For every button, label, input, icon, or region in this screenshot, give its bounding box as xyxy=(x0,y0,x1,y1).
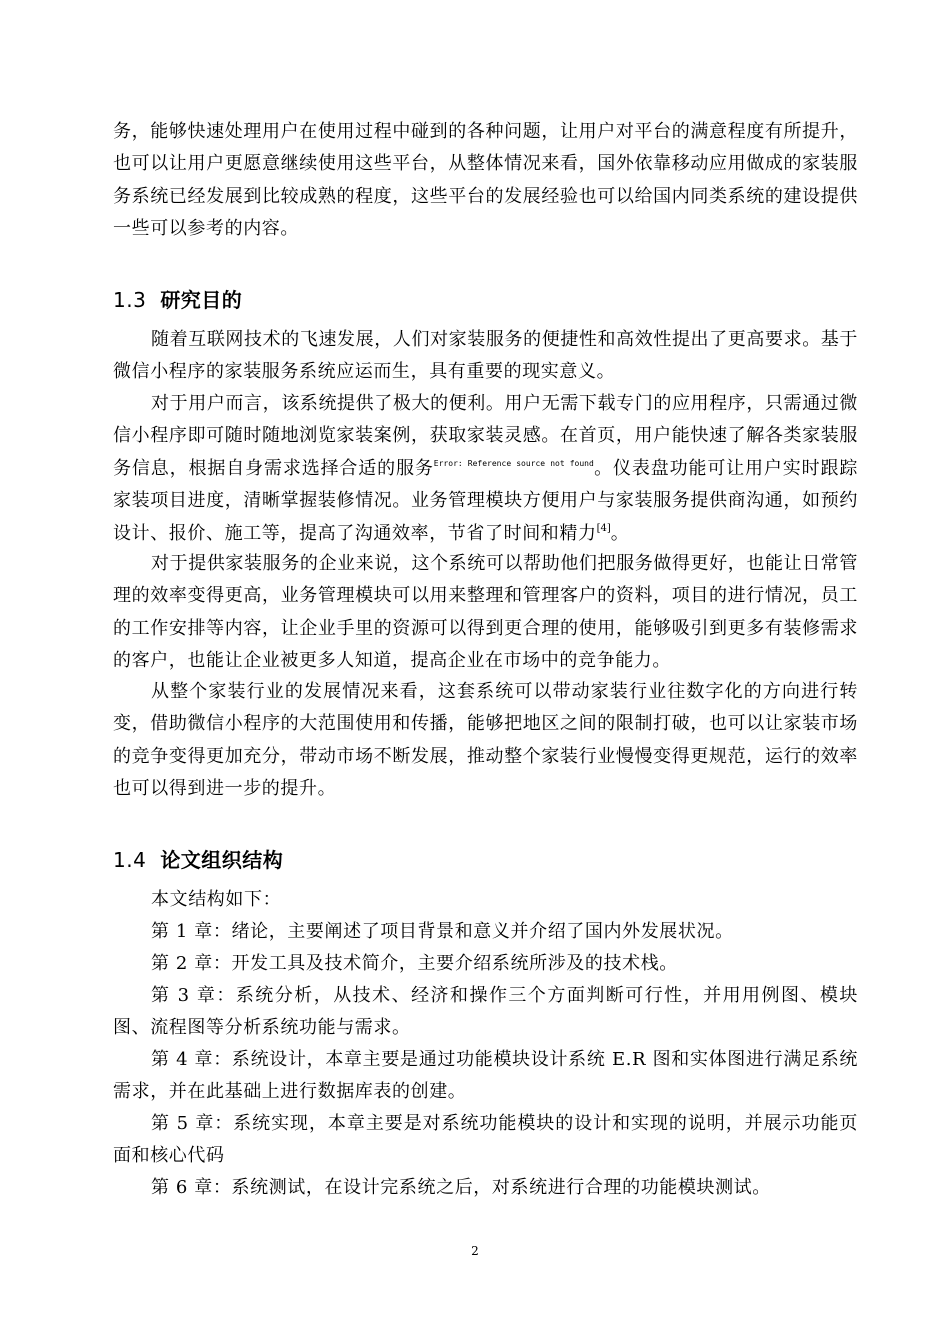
paragraph-text: 对于用户而言，该系统提供了极大的便利。用户无需下载专门的应用程序，只需通过微信小程序即可随时随地浏览家装案例，获取家装灵感。在首页，用户能快速了解各类家装服务信息，根据自身需求选择合适的服务 xyxy=(113,393,858,479)
chapter-2-summary: 第 2 章：开发工具及技术简介，主要介绍系统所涉及的技术栈。 xyxy=(151,953,678,974)
section-title: 研究目的 xyxy=(160,288,243,312)
paragraph-1-3-1: 随着互联网技术的飞速发展，人们对家装服务的便捷性和高效性提出了更高要求。基于微信小程序的家装服务系统应运而生，具有重要的现实意义。 xyxy=(113,329,858,383)
page-number: 2 xyxy=(471,1244,479,1258)
chapter-5-summary: 第 5 章：系统实现，本章主要是对系统功能模块的设计和实现的说明，并展示功能页面和核心代码 xyxy=(113,1113,858,1167)
paragraph-1-3-2 xyxy=(113,388,858,550)
section-title: 论文组织结构 xyxy=(160,848,284,872)
citation-superscript: [4] xyxy=(596,522,611,534)
paragraph-1-3-4: 从整个家装行业的发展情况来看，这套系统可以带动家装行业往数字化的方向进行转变，借助微信小程序的大范围使用和传播，能够把地区之间的限制打破，也可以让家装市场的竞争变得更加充分，带动市场不断发展，推动整个家装行业慢慢变得更规范，运行的效率也可以得到进一步的提升。 xyxy=(113,681,858,800)
intro-paragraph: 务，能够快速处理用户在使用过程中碰到的各种问题，让用户对平台的满意程度有所提升，也可以让用户更愿意继续使用这些平台，从整体情况来看，国外依靠移动应用做成的家装服务系统已经发展到比较成熟的程度，这些平台的发展经验也可以给国内同类系统的建设提供一些可以参考的内容。 xyxy=(113,121,858,240)
chapter-1-summary: 第 1 章：绪论，主要阐述了项目背景和意义并介绍了国内外发展状况。 xyxy=(151,921,734,942)
section-heading-1-3 xyxy=(113,284,242,313)
chapter-6-summary: 第 6 章：系统测试，在设计完系统之后，对系统进行合理的功能模块测试。 xyxy=(151,1177,771,1198)
section-number: 1.4 xyxy=(113,848,147,872)
section-number: 1.3 xyxy=(113,288,147,312)
reference-error-text: Error: Reference source not found xyxy=(433,458,594,468)
structure-intro: 本文结构如下： xyxy=(151,889,282,910)
paragraph-text: 。仪表盘功能可让用户实时跟踪家装项目进度，清晰掌握装修情况。业务管理模块方便用户与家装服务提供商沟通，如预约设计、报价、施工等，提高了沟通效率，节省了时间和精力 xyxy=(113,457,859,544)
chapter-3-summary: 第 3 章：系统分析，从技术、经济和操作三个方面判断可行性，并用用例图、模块图、流程图等分析系统功能与需求。 xyxy=(113,985,858,1039)
paragraph-text: 。 xyxy=(610,522,630,544)
chapter-4-summary: 第 4 章：系统设计，本章主要是通过功能模块设计系统 E.R 图和实体图进行满足系统需求，并在此基础上进行数据库表的创建。 xyxy=(113,1049,858,1103)
paragraph-1-3-3: 对于提供家装服务的企业来说，这个系统可以帮助他们把服务做得更好，也能让日常管理的效率变得更高，业务管理模块可以用来整理和管理客户的资料，项目的进行情况，员工的工作安排等内容，让企业手里的资源可以得到更合理的使用，能够吸引到更多有装修需求的客户，也能让企业被更多人知道，提高企业在市场中的竞争能力。 xyxy=(113,553,858,672)
section-heading-1-4 xyxy=(113,844,283,873)
